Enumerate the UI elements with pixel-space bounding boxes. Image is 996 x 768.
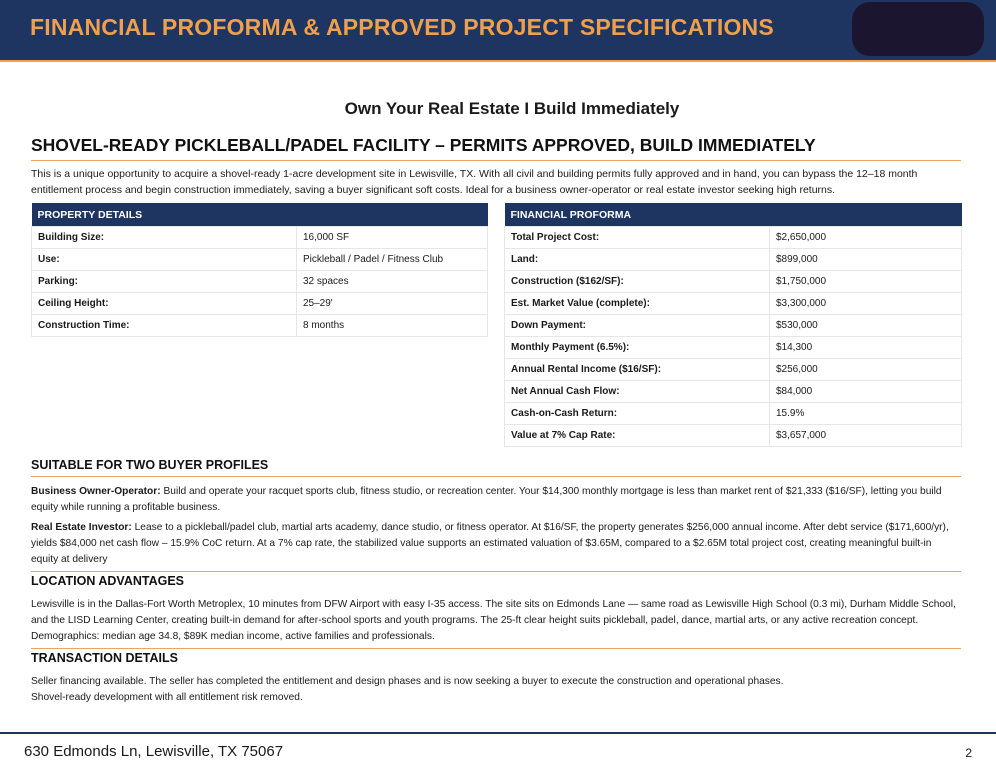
property-row	[32, 249, 488, 271]
footer-address: 630 Edmonds Ln, Lewisville, TX 75067	[24, 743, 284, 760]
property-label: Use:	[32, 249, 297, 271]
financial-value: $1,750,000	[770, 271, 962, 293]
property-value: 8 months	[297, 315, 488, 337]
transaction-top-divider	[31, 648, 961, 649]
property-value: 32 spaces	[297, 271, 488, 293]
financial-value: 15.9%	[770, 403, 962, 425]
financial-row	[505, 381, 962, 403]
header-title: FINANCIAL PROFORMA & APPROVED PROJECT SPECIFICATIONS	[30, 14, 774, 40]
financial-row	[505, 403, 962, 425]
financial-row	[505, 227, 962, 249]
financial-label: Est. Market Value (complete):	[505, 293, 770, 315]
location-paragraph: Lewisville is in the Dallas-Fort Worth Metroplex, 10 minutes from DFW Airport with easy I-35 access. The site sits on Edmonds Lane — same road as Lewisville High School (0.3 mi), Durham Middle School, and the LISD Learning Center, creating built-in demand for after-school sports and youth programs. The 25-ft clear height suits pickleball, padel, dance, martial arts, or any active recreation concept. Demographics: median age 34.8, $89K median income, active families and professionals.	[31, 599, 956, 642]
property-details-table	[31, 203, 488, 337]
intro-paragraph: This is a unique opportunity to acquire a shovel-ready 1-acre development site in Lewisville, TX. With all civil and building permits fully approved and in hand, you can bypass the 12–18 month entitlement process and begin construction immediately, saving a buyer significant soft costs. Ideal for a business owner-operator or real estate investor seeking high returns.	[31, 168, 918, 196]
financial-row	[505, 315, 962, 337]
financial-row	[505, 249, 962, 271]
buyer-profiles-divider	[31, 476, 961, 477]
property-label: Construction Time:	[32, 315, 297, 337]
financial-label: Monthly Payment (6.5%):	[505, 337, 770, 359]
financial-proforma-header: FINANCIAL PROFORMA	[505, 203, 962, 227]
financial-label: Annual Rental Income ($16/SF):	[505, 359, 770, 381]
headline-divider	[31, 160, 961, 161]
investor-text: Lease to a pickleball/padel club, martial arts academy, dance studio, or fitness operator. At $16/SF, the property generates $256,000 annual income. After debt service ($171,600/yr), yields $84,000 net cash flow – 15.9% CoC return. At a 7% cap rate, the stabilized value supports an estimated valuation of $3.65M, compared to a $2.65M total project cost, creating meaningful built-in equity at delivery	[31, 522, 949, 565]
header-divider	[0, 60, 996, 62]
property-label: Parking:	[32, 271, 297, 293]
redacted-logo	[852, 2, 984, 56]
financial-label: Land:	[505, 249, 770, 271]
transaction-line-2: Shovel-ready development with all entitlement risk removed.	[31, 692, 303, 703]
location-top-divider	[31, 571, 961, 572]
property-row	[32, 271, 488, 293]
financial-row	[505, 293, 962, 315]
property-details-header: PROPERTY DETAILS	[32, 203, 488, 227]
financial-value: $3,657,000	[770, 425, 962, 447]
property-label: Building Size:	[32, 227, 297, 249]
transaction-paragraph	[31, 674, 961, 706]
owner-label: Business Owner-Operator:	[31, 486, 161, 497]
property-row	[32, 293, 488, 315]
financial-value: $3,300,000	[770, 293, 962, 315]
transaction-line-1: Seller financing available. The seller has completed the entitlement and design phases and is now seeking a buyer to execute the construction and operational phases.	[31, 676, 784, 687]
transaction-title: TRANSACTION DETAILS	[31, 651, 178, 665]
financial-label: Total Project Cost:	[505, 227, 770, 249]
financial-row	[505, 425, 962, 447]
financial-proforma-table	[504, 203, 962, 447]
location-title: LOCATION ADVANTAGES	[31, 574, 185, 588]
footer-divider	[0, 732, 996, 734]
financial-row	[505, 337, 962, 359]
property-value: 25–29'	[297, 293, 488, 315]
financial-value: $256,000	[770, 359, 962, 381]
financial-value: $899,000	[770, 249, 962, 271]
page-number: 2	[965, 746, 972, 760]
owner-text: Build and operate your racquet sports club, fitness studio, or recreation center. Your $14,300 monthly mortgage is less than market rent of $21,333 ($16/SF), letting you build equity while running a profitable business.	[31, 486, 942, 513]
financial-label: Value at 7% Cap Rate:	[505, 425, 770, 447]
property-value: 16,000 SF	[297, 227, 488, 249]
buyer-profiles-title: SUITABLE FOR TWO BUYER PROFILES	[31, 458, 269, 472]
page-header	[0, 0, 996, 60]
property-row	[32, 227, 488, 249]
page-subtitle: Own Your Real Estate I Build Immediately	[344, 99, 680, 118]
financial-value: $530,000	[770, 315, 962, 337]
financial-value: $2,650,000	[770, 227, 962, 249]
buyer-investor-paragraph	[31, 520, 961, 568]
financial-value: $84,000	[770, 381, 962, 403]
financial-label: Construction ($162/SF):	[505, 271, 770, 293]
property-label: Ceiling Height:	[32, 293, 297, 315]
financial-label: Net Annual Cash Flow:	[505, 381, 770, 403]
buyer-owner-paragraph	[31, 484, 961, 516]
property-row	[32, 315, 488, 337]
financial-label: Down Payment:	[505, 315, 770, 337]
investor-label: Real Estate Investor:	[31, 522, 132, 533]
property-value: Pickleball / Padel / Fitness Club	[297, 249, 488, 271]
financial-row	[505, 359, 962, 381]
financial-label: Cash-on-Cash Return:	[505, 403, 770, 425]
financial-row	[505, 271, 962, 293]
financial-value: $14,300	[770, 337, 962, 359]
page-headline: SHOVEL-READY PICKLEBALL/PADEL FACILITY – PERMITS APPROVED, BUILD IMMEDIATELY	[31, 135, 816, 155]
